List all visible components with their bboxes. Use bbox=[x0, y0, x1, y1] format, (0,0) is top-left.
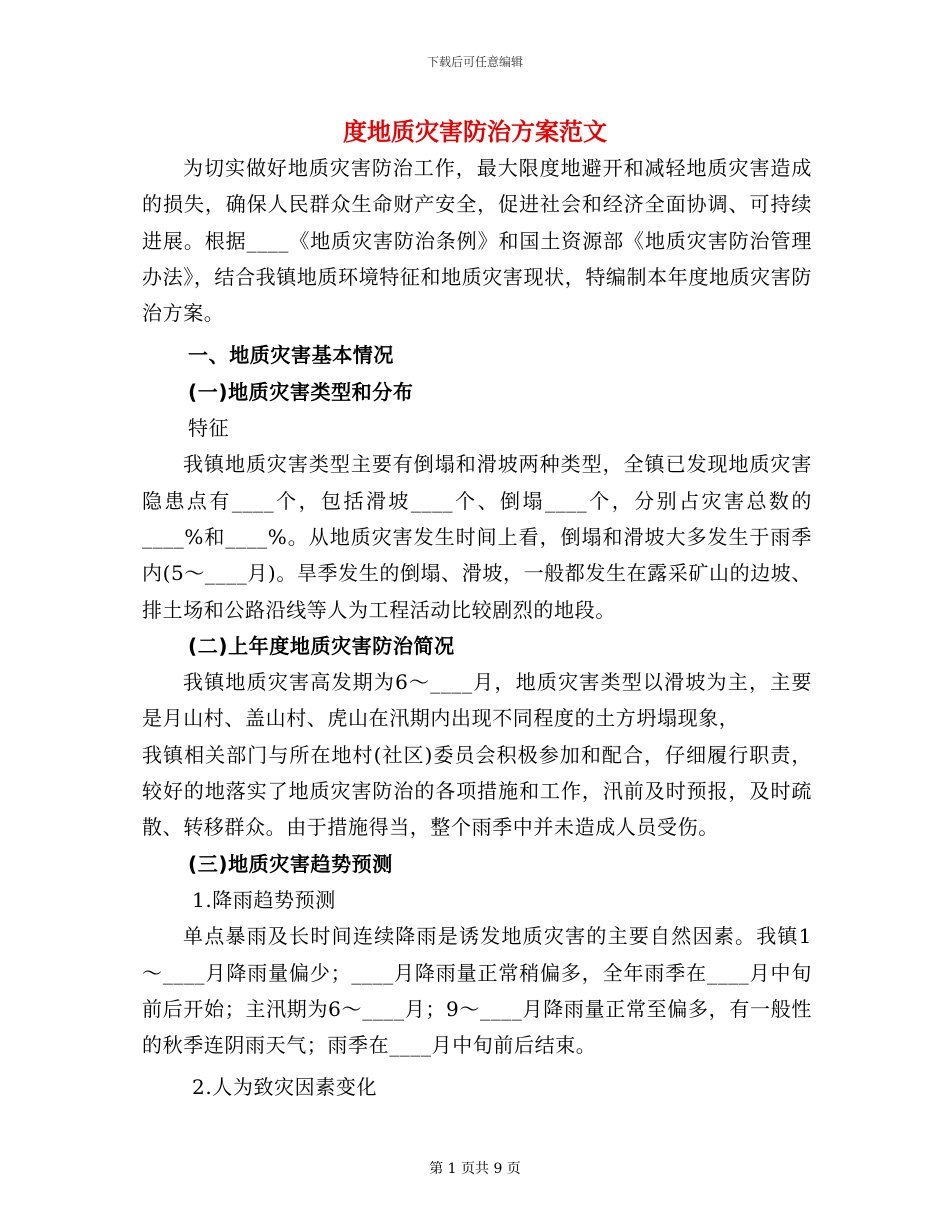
intro-paragraph: 为切实做好地质灾害防治工作，最大限度地避开和减轻地质灾害造成的损失，确保人民群众生命财产安全，促进社会和经济全面协调、可持续进展。根据____《地质灾害防治条例》和国土资源部《地质灾害防治管理办法》，结合我镇地质环境特征和地质灾害现状，特编制本年度地质灾害防治方案。 bbox=[142, 156, 812, 326]
paragraph-last-year-1: 我镇地质灾害高发期为6～____月，地质灾害类型以滑坡为主，主要是月山村、盖山村、虎山在汛期内出现不同程度的土方坍塌现象， bbox=[142, 670, 812, 731]
document-title: 度地质灾害防治方案范文 bbox=[343, 118, 607, 146]
paragraph-last-year-2: 我镇相关部门与所在地村(社区)委员会积极参加和配合，仔细履行职责，较好的地落实了地质灾害防治的各项措施和工作，汛前及时预报，及时疏散、转移群众。由于措施得当，整个雨季中并未造成人员受伤。 bbox=[142, 742, 812, 840]
section-heading-1: 一、地质灾害基本情况 bbox=[188, 343, 394, 368]
subsection-heading-3: (三)地质灾害趋势预测 bbox=[188, 851, 393, 876]
paragraph-rainfall: 单点暴雨及长时间连续降雨是诱发地质灾害的主要自然因素。我镇1～____月降雨量偏少；____月降雨量正常稍偏多，全年雨季在____月中旬前后开始；主汛期为6～____月；9～____月降雨量正常至偏多，有一般性的秋季连阴雨天气；雨季在____月中旬前后结束。 bbox=[142, 924, 812, 1058]
document-body bbox=[142, 150, 812, 1106]
item-heading-rainfall: 1.降雨趋势预测 bbox=[192, 887, 336, 912]
header-note: 下载后可任意编辑 bbox=[426, 55, 523, 69]
subsection-heading-2: (二)上年度地质灾害防治简况 bbox=[188, 633, 455, 658]
page-footer: 第 1 页共 9 页 bbox=[429, 1161, 521, 1177]
subsection-heading-1: (一)地质灾害类型和分布 bbox=[188, 379, 414, 404]
subsection-label-feature: 特征 bbox=[188, 416, 230, 441]
paragraph-distribution: 我镇地质灾害类型主要有倒塌和滑坡两种类型，全镇已发现地质灾害隐患点有____个，包括滑坡____个、倒塌____个，分别占灾害总数的____%和____%。从地质灾害发生时间上看，倒塌和滑坡大多发生于雨季内(5～____月)。旱季发生的倒塌、滑坡，一般都发生在露采矿山的边坡、排土场和公路沿线等人为工程活动比较剧烈的地段。 bbox=[142, 452, 812, 622]
item-heading-human-factors: 2.人为致灾因素变化 bbox=[192, 1075, 378, 1100]
